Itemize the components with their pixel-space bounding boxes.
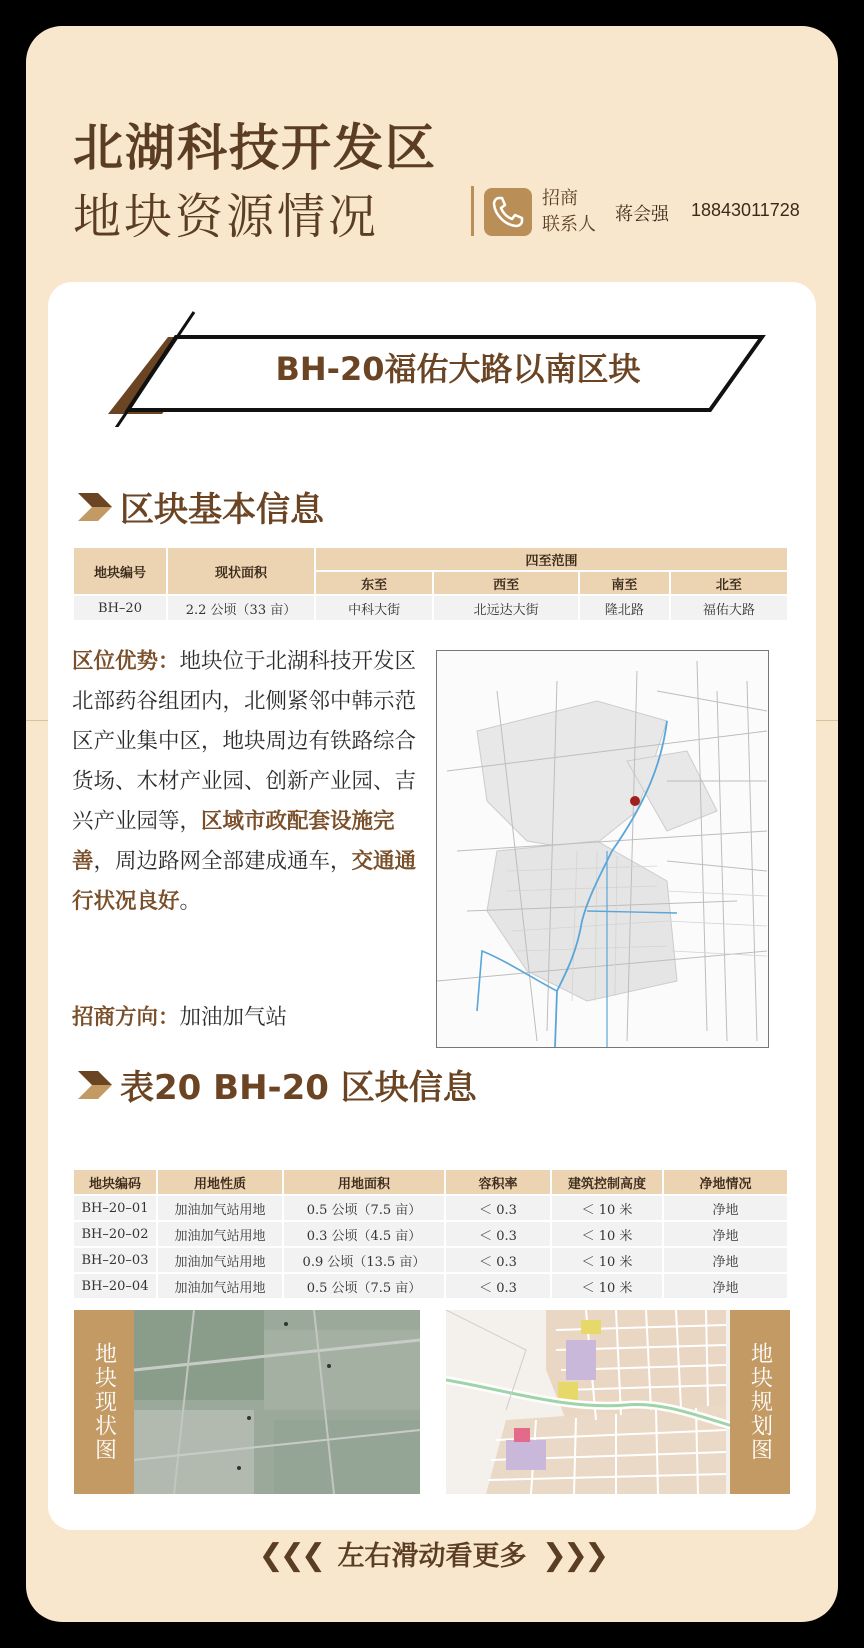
header-west: 西至 — [433, 571, 579, 595]
plots-header: 地块编码 — [73, 1169, 157, 1195]
table-row: BH–20 2.2 公顷（33 亩） 中科大街 北远达大街 隆北路 福佑大路 — [73, 595, 788, 621]
plots-header: 用地面积 — [283, 1169, 445, 1195]
basic-info-table — [72, 546, 789, 622]
section-heading-plots: 表20 BH-20 区块信息 — [76, 1060, 477, 1109]
header-south: 南至 — [579, 571, 670, 595]
chevron-left-icon: ❮❮❮ — [258, 1538, 323, 1573]
plots-header: 建筑控制高度 — [551, 1169, 663, 1195]
block-title: BH-20福佑大路以南区块 — [275, 350, 641, 388]
header-east: 东至 — [315, 571, 433, 595]
contact-label: 招商 联系人 — [542, 188, 596, 235]
planning-label: 地块规划图 — [730, 1310, 790, 1494]
section-heading-basic: 区块基本信息 — [76, 482, 324, 531]
table-row: BH–20–03 加油加气站用地 0.9 公顷（13.5 亩） ＜ 0.3 ＜ 10 米 净地 — [73, 1247, 788, 1273]
header-area: 现状面积 — [167, 547, 315, 595]
plots-table — [72, 1168, 789, 1300]
phone-icon[interactable] — [484, 188, 532, 236]
chevron-right-icon: ❯❯❯ — [541, 1538, 606, 1573]
plots-header: 用地性质 — [157, 1169, 283, 1195]
page-subtitle: 地块资源情况 — [73, 189, 380, 245]
chevron-right-icon — [76, 491, 114, 523]
current-status-label: 地块现状图 — [74, 1310, 134, 1494]
location-map — [436, 650, 769, 1048]
table-row: BH–20–04 加油加气站用地 0.5 公顷（7.5 亩） ＜ 0.3 ＜ 10 米 净地 — [73, 1273, 788, 1299]
contact-divider — [471, 186, 474, 236]
chevron-right-icon — [76, 1069, 114, 1101]
swipe-hint[interactable] — [26, 1534, 838, 1573]
contact-phone[interactable]: 18843011728 — [691, 200, 800, 220]
location-advantage: 区位优势：地块位于北湖科技开发区北部药谷组团内，北侧紧邻中韩示范区产业集中区，地块周边有铁路综合货场、木材产业园、创新产业园、吉兴产业园等，区域市政配套设施完善，周边路网全部建成通车，交通通行状况良好。 — [72, 649, 417, 914]
table-row: BH–20–02 加油加气站用地 0.3 公顷（4.5 亩） ＜ 0.3 ＜ 10 米 净地 — [73, 1221, 788, 1247]
page-frame — [26, 26, 838, 1622]
current-status-image — [74, 1310, 420, 1494]
header-bounds: 四至范围 — [315, 547, 788, 571]
investment-direction: 招商方向：加油加气站 — [72, 1005, 288, 1030]
planning-image — [446, 1310, 790, 1494]
content-card — [48, 282, 816, 1530]
table-row: BH–20–01 加油加气站用地 0.5 公顷（7.5 亩） ＜ 0.3 ＜ 10 米 净地 — [73, 1195, 788, 1221]
header-id: 地块编号 — [73, 547, 167, 595]
location-marker — [630, 796, 640, 806]
swipe-hint-text: 左右滑动看更多 — [337, 1541, 527, 1572]
plots-header: 容积率 — [445, 1169, 551, 1195]
contact-name: 蒋会强 — [615, 204, 669, 225]
plots-header: 净地情况 — [663, 1169, 788, 1195]
header-north: 北至 — [670, 571, 788, 595]
page-title: 北湖科技开发区 — [73, 119, 437, 177]
